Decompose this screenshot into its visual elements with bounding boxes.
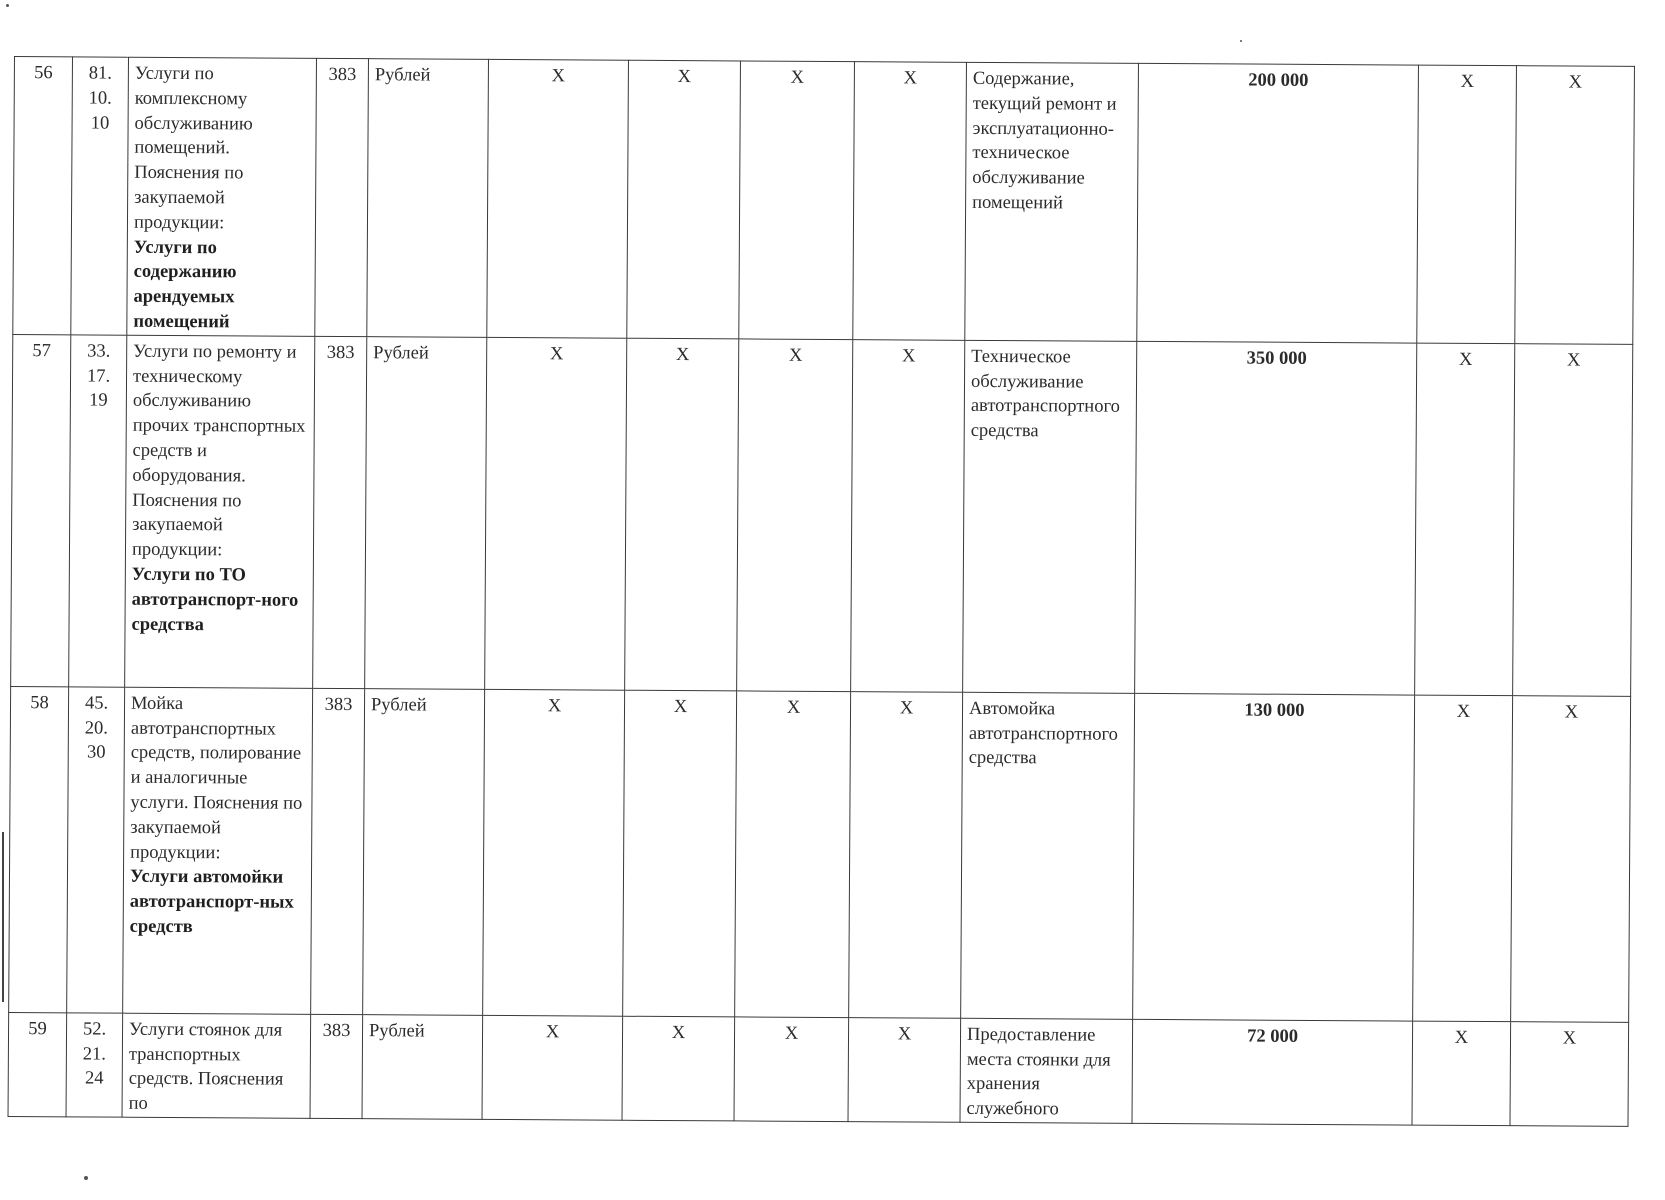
characteristics: Техническое обслуживание автотранспортного средства (963, 340, 1137, 693)
unit-name: Рублей (367, 59, 489, 337)
x-mark: X (851, 339, 965, 692)
x-mark: X (853, 62, 967, 340)
table-row (13, 57, 1635, 345)
okpd2-code (67, 687, 125, 1013)
x-mark: X (849, 691, 963, 1018)
okpd2-code (66, 1013, 123, 1118)
item-description (123, 687, 313, 1014)
code-part: 19 (89, 390, 108, 411)
amount: 130 000 (1133, 693, 1415, 1021)
x-mark: X (1415, 343, 1515, 696)
table-row (11, 334, 1633, 696)
description-text: Услуги стоянок для транспортных средств. Пояснения по (128, 1019, 284, 1114)
code-part: 33. (87, 341, 111, 362)
okei-code: 383 (315, 58, 369, 336)
amount: 200 000 (1137, 63, 1419, 342)
unit-name: Рублей (362, 1014, 483, 1119)
scan-dot (84, 1176, 88, 1180)
description-text: Мойка автотранспортных средств, полирование и аналогичные услуги. Пояснения по закупаемой продукции: (130, 693, 303, 863)
description-bold: Услуги автомойки автотранспорт-ных средств (129, 867, 294, 938)
x-mark: X (1413, 695, 1513, 1022)
code-part: 20. (84, 718, 109, 739)
code-part: 17. (86, 366, 111, 387)
description-bold: Услуги по ТО автотранспорт-ного средства (131, 564, 299, 635)
x-mark: X (487, 59, 629, 338)
okei-code: 383 (310, 1014, 363, 1119)
row-number: 58 (9, 686, 69, 1012)
x-mark: X (1510, 1021, 1629, 1126)
x-mark: X (623, 690, 737, 1017)
x-mark: X (1417, 65, 1517, 343)
item-description (122, 1013, 311, 1118)
amount: 72 000 (1132, 1019, 1413, 1125)
x-mark: X (1513, 343, 1633, 696)
scan-edge-line (2, 832, 4, 1002)
code-part: 10 (90, 113, 110, 134)
description-bold: Услуги по содержанию арендуемых помещений (133, 237, 237, 333)
code-part: 52. (82, 1019, 107, 1040)
code-part: 24 (84, 1068, 104, 1089)
row-number: 56 (13, 57, 73, 335)
x-mark: X (483, 689, 625, 1016)
x-mark: X (737, 339, 853, 692)
characteristics: Предоставление места стоянки для хранения служебного (960, 1018, 1133, 1123)
scan-dot (1240, 40, 1242, 42)
x-mark: X (482, 1015, 623, 1120)
item-description (127, 57, 317, 336)
x-mark: X (1515, 66, 1635, 344)
x-mark: X (735, 691, 851, 1018)
x-mark: X (625, 338, 739, 691)
scan-dot (6, 4, 9, 7)
x-mark: X (739, 61, 855, 339)
code-part: 81. (88, 63, 113, 84)
code-part: 21. (82, 1044, 107, 1065)
x-mark: X (1412, 1021, 1511, 1126)
okpd2-code (69, 335, 127, 687)
x-mark: X (627, 60, 741, 338)
item-description (125, 335, 315, 688)
procurement-table (8, 56, 1635, 1127)
characteristics: Содержание, текущий ремонт и эксплуатационно-техническое обслуживание помещений (965, 62, 1139, 341)
unit-name: Рублей (365, 336, 487, 689)
x-mark: X (622, 1016, 735, 1121)
amount: 350 000 (1135, 341, 1417, 695)
x-mark: X (485, 337, 627, 690)
table-row (9, 686, 1631, 1022)
row-number: 57 (11, 334, 71, 686)
description-text: Услуги по комплексному обслуживанию помещений. Пояснения по закупаемой продукции: (133, 63, 253, 234)
okpd2-code (71, 57, 129, 335)
table-row (8, 1012, 1629, 1126)
code-part: 10. (88, 88, 112, 109)
description-text: Услуги по ремонту и техническому обслуживанию прочих транспортных средств и оборудования. Пояснения по закупаемой продукции: (131, 341, 306, 561)
unit-name: Рублей (363, 688, 485, 1015)
x-mark: X (1511, 695, 1631, 1022)
okei-code: 383 (313, 336, 367, 688)
code-part: 30 (86, 742, 106, 763)
characteristics: Автомойка автотранспортного средства (961, 692, 1135, 1019)
code-part: 45. (84, 693, 109, 714)
row-number: 59 (8, 1012, 67, 1117)
x-mark: X (848, 1017, 961, 1122)
okei-code: 383 (311, 688, 365, 1014)
x-mark: X (734, 1017, 849, 1122)
